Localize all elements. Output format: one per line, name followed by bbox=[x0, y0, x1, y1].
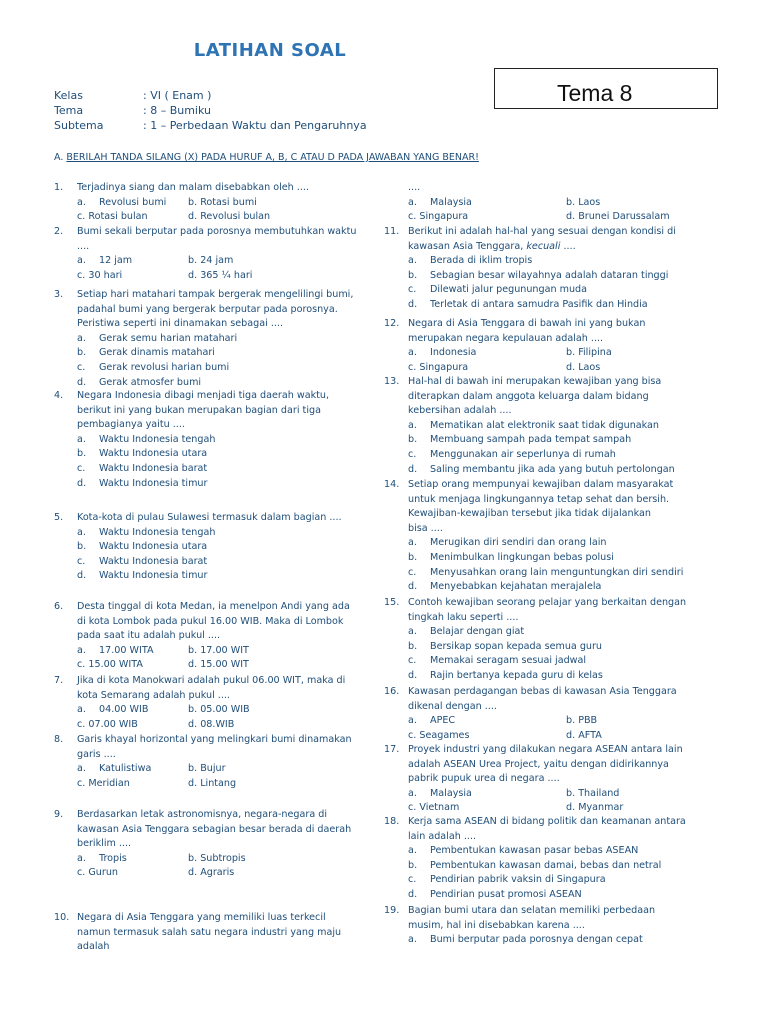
question-number: 8. bbox=[54, 734, 64, 745]
question-text: Kewajiban-kewajiban tersebut jika tidak dijalankan bbox=[408, 508, 651, 520]
question-text: di kota Lombok pada pukul 16.00 WIB. Maka di Lombok bbox=[77, 615, 344, 627]
question-text: Negara di Asia Tenggara yang memiliki luas terkecil bbox=[77, 912, 326, 923]
option-letter: a. bbox=[408, 255, 417, 267]
option-letter: a. bbox=[77, 196, 86, 208]
question-number: 17. bbox=[384, 744, 400, 755]
option-letter: b. bbox=[408, 269, 418, 281]
question-text: Hal-hal di bawah ini merupakan kewajiban yang bisa bbox=[408, 376, 662, 387]
option-letter: c. bbox=[77, 362, 86, 373]
option-letter: c. bbox=[408, 655, 417, 667]
option-text: d. 15.00 WIT bbox=[188, 659, 249, 671]
instruction-prefix: A. bbox=[54, 152, 64, 163]
option-letter: b. bbox=[408, 552, 418, 563]
question-number: 11. bbox=[384, 226, 400, 237]
option-letter: a. bbox=[408, 715, 417, 727]
option-text: Pendirian pabrik vaksin di Singapura bbox=[430, 874, 606, 886]
option-text: b. 05.00 WIB bbox=[188, 704, 250, 716]
option-text: Waktu Indonesia tengah bbox=[99, 433, 216, 445]
option-letter: d. bbox=[408, 581, 418, 593]
option-letter: a. bbox=[408, 787, 417, 799]
question-text: untuk menjaga lingkungannya tetap sehat dan bersih. bbox=[408, 493, 670, 505]
question-number: 3. bbox=[54, 289, 64, 300]
question-text: .... bbox=[77, 240, 90, 252]
option-letter: b. bbox=[408, 640, 418, 652]
question-text: Bumi sekali berputar pada porosnya membutuhkan waktu bbox=[77, 226, 357, 237]
option-text: Mematikan alat elektronik saat tidak digunakan bbox=[430, 419, 660, 431]
option-text: c. Meridian bbox=[77, 777, 130, 789]
question-text: merupakan negara kepulauan adalah .... bbox=[408, 332, 604, 344]
option-letter: d. bbox=[408, 463, 418, 475]
option-text: Gerak revolusi harian bumi bbox=[99, 362, 230, 373]
option-text: Katulistiwa bbox=[99, 763, 152, 775]
option-text: Bersikap sopan kepada semua guru bbox=[430, 640, 603, 652]
question-text: namun termasuk salah satu negara industri yang maju bbox=[77, 926, 342, 938]
question-text: Proyek industri yang dilakukan negara ASEAN antara lain bbox=[408, 744, 683, 755]
question-number: 5. bbox=[54, 512, 64, 523]
question-text: Negara Indonesia dibagi menjadi tiga daerah waktu, bbox=[77, 390, 330, 401]
option-text: c. Gurun bbox=[77, 867, 118, 879]
instruction bbox=[54, 152, 479, 163]
option-letter: d. bbox=[77, 376, 87, 388]
option-text: 12 jam bbox=[99, 255, 133, 267]
question-text: Peristiwa seperti ini dinamakan sebagai .... bbox=[77, 318, 284, 330]
option-letter: a. bbox=[408, 845, 417, 857]
question-number: 10. bbox=[54, 912, 70, 923]
option-text: d. 08.WIB bbox=[188, 718, 235, 730]
option-text: d. Brunei Darussalam bbox=[566, 211, 670, 223]
option-text: Terletak di antara samudra Pasifik dan Hindia bbox=[430, 299, 648, 310]
question-text: Setiap hari matahari tampak bergerak mengelilingi bumi, bbox=[77, 289, 354, 300]
option-letter: a. bbox=[77, 255, 86, 267]
option-text: b. Subtropis bbox=[188, 852, 246, 864]
option-letter: a. bbox=[408, 196, 417, 208]
option-text: Waktu Indonesia timur bbox=[99, 570, 208, 582]
question-number: 18. bbox=[384, 816, 400, 827]
question-number: 13. bbox=[384, 376, 400, 387]
meta-key: Kelas bbox=[54, 89, 83, 102]
option-text: Menggunakan air seperlunya di rumah bbox=[430, 449, 616, 460]
option-text: c. Rotasi bulan bbox=[77, 211, 148, 223]
option-letter: b. bbox=[408, 434, 418, 446]
option-text: d. Myanmar bbox=[566, 802, 624, 814]
meta-key: Subtema bbox=[54, 119, 104, 132]
option-text: Gerak semu harian matahari bbox=[99, 332, 238, 344]
question-text: pabrik pupuk urea di negara .... bbox=[408, 773, 560, 785]
option-letter: c. bbox=[408, 284, 417, 296]
option-text: c. 30 hari bbox=[77, 269, 123, 281]
question-text: Kerja sama ASEAN di bidang politik dan keamanan antara bbox=[408, 816, 686, 827]
question-text: bisa .... bbox=[408, 522, 443, 534]
option-text: Sebagian besar wilayahnya adalah dataran tinggi bbox=[430, 269, 669, 281]
option-text: Waktu Indonesia barat bbox=[99, 555, 208, 567]
option-letter: a. bbox=[77, 852, 86, 864]
question-text: diterapkan dalam anggota keluarga dalam bidang bbox=[408, 390, 649, 402]
question-number: 7. bbox=[54, 675, 64, 686]
option-text: c. 07.00 WIB bbox=[77, 718, 138, 730]
option-letter: a. bbox=[77, 433, 86, 445]
option-text: 04.00 WIB bbox=[99, 704, 149, 716]
page-title: LATIHAN SOAL bbox=[193, 40, 347, 61]
question-number: 6. bbox=[54, 601, 64, 612]
option-letter: d. bbox=[408, 299, 418, 310]
meta-value: : 1 – Perbedaan Waktu dan Pengaruhnya bbox=[143, 119, 367, 132]
option-letter: c. bbox=[408, 566, 417, 578]
question-text: lain adalah .... bbox=[408, 830, 477, 842]
question-text: pada saat itu adalah pukul .... bbox=[77, 630, 221, 642]
meta-value: : VI ( Enam ) bbox=[143, 89, 212, 102]
question-text: Garis khayal horizontal yang melingkari bumi dinamakan bbox=[77, 734, 352, 745]
question-text: Bagian bumi utara dan selatan memiliki perbedaan bbox=[408, 905, 656, 916]
instruction-text: BERILAH TANDA SILANG (X) PADA HURUF A, B, C ATAU D PADA JAWABAN YANG BENAR! bbox=[66, 152, 479, 163]
question-text: Negara di Asia Tenggara di bawah ini yang bukan bbox=[408, 318, 646, 329]
option-text: Menyebabkan kejahatan merajalela bbox=[430, 581, 602, 593]
option-text: Tropis bbox=[99, 852, 127, 864]
option-letter: d. bbox=[408, 670, 418, 681]
question-text: Berdasarkan letak astronomisnya, negara-negara di bbox=[77, 809, 328, 820]
question-text: Kota-kota di pulau Sulawesi termasuk dalam bagian .... bbox=[77, 512, 342, 523]
option-letter: a. bbox=[77, 704, 86, 716]
option-text: c. Singapura bbox=[408, 361, 469, 373]
option-letter: a. bbox=[408, 537, 417, 549]
option-text: d. 365 ¼ hari bbox=[188, 269, 253, 281]
question-text: Jika di kota Manokwari adalah pukul 06.00 WIT, maka di bbox=[77, 675, 346, 686]
option-text: Bumi berputar pada porosnya dengan cepat bbox=[430, 934, 643, 946]
emphasis-text: kecuali bbox=[526, 240, 561, 252]
option-text: c. Seagames bbox=[408, 729, 470, 741]
option-letter: b. bbox=[408, 859, 418, 871]
question-number: 19. bbox=[384, 905, 400, 916]
option-text: b. 17.00 WIT bbox=[188, 644, 249, 656]
option-text: Gerak atmosfer bumi bbox=[99, 376, 202, 388]
option-letter: a. bbox=[408, 347, 417, 359]
option-letter: a. bbox=[77, 644, 86, 656]
option-text: b. Laos bbox=[566, 196, 601, 208]
option-text: Membuang sampah pada tempat sampah bbox=[430, 434, 632, 446]
option-text: Menyusahkan orang lain menguntungkan diri sendiri bbox=[430, 566, 684, 578]
option-text: d. Revolusi bulan bbox=[188, 211, 271, 223]
option-text: d. Lintang bbox=[188, 777, 237, 789]
option-letter: a. bbox=[77, 763, 86, 775]
option-letter: c. bbox=[408, 874, 417, 886]
question-text: Desta tinggal di kota Medan, ia menelpon Andi yang ada bbox=[77, 601, 350, 612]
option-text: c. Vietnam bbox=[408, 802, 460, 814]
question-text: adalah ASEAN Urea Project, yaitu dengan didirikannya bbox=[408, 758, 669, 770]
option-text: c. Singapura bbox=[408, 211, 469, 223]
option-letter: d. bbox=[77, 570, 87, 582]
option-text: Berada di iklim tropis bbox=[430, 255, 533, 267]
option-letter: a. bbox=[77, 526, 86, 538]
option-text: Merugikan diri sendiri dan orang lain bbox=[430, 537, 607, 549]
option-text: c. 15.00 WITA bbox=[77, 659, 143, 671]
meta-value: : 8 – Bumiku bbox=[143, 104, 211, 117]
option-text: Menimbulkan lingkungan bebas polusi bbox=[430, 552, 614, 563]
option-text: Waktu Indonesia utara bbox=[99, 541, 208, 553]
option-letter: a. bbox=[408, 934, 417, 946]
question-text: Kawasan perdagangan bebas di kawasan Asia Tenggara bbox=[408, 686, 677, 697]
question-number: 1. bbox=[54, 182, 64, 193]
question-number: 14. bbox=[384, 479, 400, 490]
tema-box-label: Tema 8 bbox=[557, 80, 633, 106]
question-text: tingkah laku seperti .... bbox=[408, 611, 519, 623]
option-text: b. Thailand bbox=[566, 787, 620, 799]
option-text: Pembentukan kawasan damai, bebas dan netral bbox=[430, 859, 662, 871]
option-letter: a. bbox=[408, 626, 417, 638]
question-text: adalah bbox=[77, 941, 110, 953]
option-text: Pendirian pusat promosi ASEAN bbox=[430, 889, 582, 900]
question-text: kawasan Asia Tenggara sebagian besar berada di daerah bbox=[77, 823, 352, 835]
option-text: Indonesia bbox=[430, 347, 477, 359]
question-number: 9. bbox=[54, 809, 64, 820]
option-text: Memakai seragam sesuai jadwal bbox=[430, 655, 587, 667]
option-letter: c. bbox=[77, 555, 86, 567]
tema-box bbox=[494, 68, 718, 109]
option-text: Saling membantu jika ada yang butuh pertolongan bbox=[430, 463, 675, 475]
question-text: pembagianya yaitu .... bbox=[77, 419, 185, 431]
option-text: Waktu Indonesia tengah bbox=[99, 526, 216, 538]
question-text: kawasan Asia Tenggara, kecuali .... bbox=[408, 240, 576, 252]
option-letter: c. bbox=[408, 449, 417, 460]
question-number: 15. bbox=[384, 597, 400, 608]
option-text: 17.00 WITA bbox=[99, 644, 154, 656]
question-number: 12. bbox=[384, 318, 400, 329]
question-text: garis .... bbox=[77, 748, 116, 760]
question-text: musim, hal ini disebabkan karena .... bbox=[408, 919, 585, 931]
option-text: Waktu Indonesia utara bbox=[99, 448, 208, 460]
question-text: padahal bumi yang bergerak berputar pada porosnya. bbox=[77, 303, 338, 315]
option-text: Waktu Indonesia timur bbox=[99, 477, 208, 489]
option-text: b. Bujur bbox=[188, 763, 226, 775]
meta-key: Tema bbox=[54, 104, 84, 117]
option-text: Pembentukan kawasan pasar bebas ASEAN bbox=[430, 845, 639, 857]
option-text: Belajar dengan giat bbox=[430, 626, 525, 638]
option-text: d. AFTA bbox=[566, 729, 602, 741]
option-letter: b. bbox=[77, 448, 87, 460]
option-letter: b. bbox=[77, 347, 87, 359]
option-letter: a. bbox=[408, 419, 417, 431]
option-text: Malaysia bbox=[430, 196, 472, 208]
option-text: Revolusi bumi bbox=[99, 196, 167, 208]
option-text: APEC bbox=[430, 715, 456, 727]
option-text: b. Rotasi bumi bbox=[188, 196, 257, 208]
option-text: b. PBB bbox=[566, 715, 598, 727]
option-text: Malaysia bbox=[430, 787, 472, 799]
question-text: Berikut ini adalah hal-hal yang sesuai dengan kondisi di bbox=[408, 226, 676, 237]
question-text: beriklim .... bbox=[77, 838, 132, 850]
option-text: Gerak dinamis matahari bbox=[99, 347, 215, 359]
option-text: d. Agraris bbox=[188, 867, 235, 879]
question-text: kebersihan adalah .... bbox=[408, 405, 512, 417]
option-text: b. Filipina bbox=[566, 347, 612, 359]
question-text: berikut ini yang bukan merupakan bagian dari tiga bbox=[77, 404, 321, 416]
question-text: .... bbox=[408, 182, 421, 193]
option-letter: c. bbox=[77, 463, 86, 474]
option-letter: d. bbox=[408, 889, 418, 900]
option-text: b. 24 jam bbox=[188, 255, 234, 267]
option-text: Waktu Indonesia barat bbox=[99, 463, 208, 474]
option-letter: a. bbox=[77, 332, 86, 344]
option-text: Dilewati jalur pegunungan muda bbox=[430, 284, 588, 296]
option-text: d. Laos bbox=[566, 361, 601, 373]
option-text: Rajin bertanya kepada guru di kelas bbox=[430, 670, 603, 681]
question-text: kota Semarang adalah pukul .... bbox=[77, 689, 230, 701]
option-letter: b. bbox=[77, 541, 87, 553]
option-letter: d. bbox=[77, 477, 87, 489]
question-text: Setiap orang mempunyai kewajiban dalam masyarakat bbox=[408, 479, 674, 490]
question-text: dikenal dengan .... bbox=[408, 700, 497, 712]
question-text: Contoh kewajiban seorang pelajar yang berkaitan dengan bbox=[408, 597, 687, 608]
question-number: 2. bbox=[54, 226, 64, 237]
question-number: 16. bbox=[384, 686, 400, 697]
question-text: Terjadinya siang dan malam disebabkan oleh .... bbox=[77, 182, 309, 193]
question-number: 4. bbox=[54, 390, 64, 401]
